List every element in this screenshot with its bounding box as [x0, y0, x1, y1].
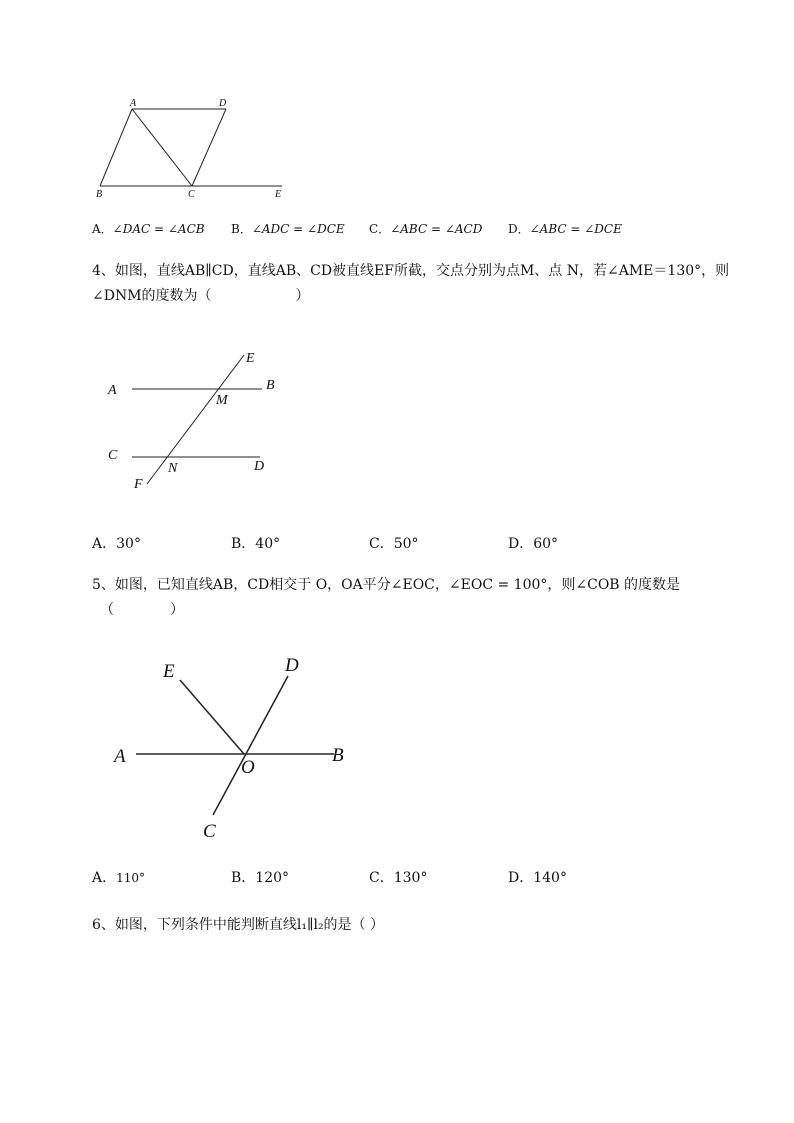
fig1-label-a: A [130, 98, 137, 109]
fig5-label-c: C [203, 821, 216, 842]
q5-option-d: D．140° [508, 870, 567, 886]
fig4-label-d: D [254, 459, 265, 474]
q4-stem-line1: 4、如图，直线AB∥CD，直线AB、CD被直线EF所截，交点分别为点M、点 N，若∠AME＝130°，则 [92, 263, 730, 279]
q5-option-a: A．110° [92, 870, 146, 886]
figure-parallel-lines-transversal [0, 340, 320, 500]
fig1-label-d: D [219, 98, 227, 109]
q3-option-a: A．∠DAC = ∠ACB [92, 222, 205, 236]
fig1-label-b: B [96, 189, 103, 200]
q4-stem-line2: ∠DNM的度数为（ ） [92, 288, 310, 304]
q6-stem-line1: 6、如图，下列条件中能判断直线l₁∥l₂的是（ ） [92, 917, 385, 933]
q5-stem-line1: 5、如图，已知直线AB，CD相交于 O，OA平分∠EOC，∠EOC = 100°，则∠COB 的度数是 [92, 577, 681, 593]
fig5-label-e: E [163, 661, 175, 682]
fig1-label-e: E [275, 189, 282, 200]
q3-option-c: C．∠ABC = ∠ACD [369, 222, 483, 236]
fig5-label-a: A [114, 746, 126, 767]
fig1-label-c: C [188, 189, 195, 200]
q3-option-b: B．∠ADC = ∠DCE [231, 222, 345, 236]
fig4-label-b: B [266, 378, 275, 393]
fig4-label-f: F [134, 477, 143, 492]
q5-option-c: C．130° [369, 870, 428, 886]
q4-option-a: A．30° [92, 536, 141, 552]
q4-option-d: D．60° [508, 536, 559, 552]
fig4-label-a: A [108, 383, 117, 398]
figure-parallelogram [0, 0, 320, 210]
q3-option-d: D．∠ABC = ∠DCE [508, 222, 622, 236]
q4-option-c: C．50° [369, 536, 419, 552]
fig4-label-n: N [168, 461, 178, 476]
fig5-label-b: B [332, 745, 344, 766]
fig4-label-e: E [246, 351, 255, 366]
fig4-label-m: M [216, 393, 228, 408]
q5-stem-line2: （ ） [100, 602, 184, 618]
fig4-label-c: C [108, 448, 118, 463]
q5-option-b: B．120° [231, 870, 290, 886]
q4-option-b: B．40° [231, 536, 281, 552]
fig5-label-d: D [285, 655, 299, 676]
fig5-label-o: O [241, 757, 255, 778]
figure-intersecting-lines [0, 640, 380, 850]
